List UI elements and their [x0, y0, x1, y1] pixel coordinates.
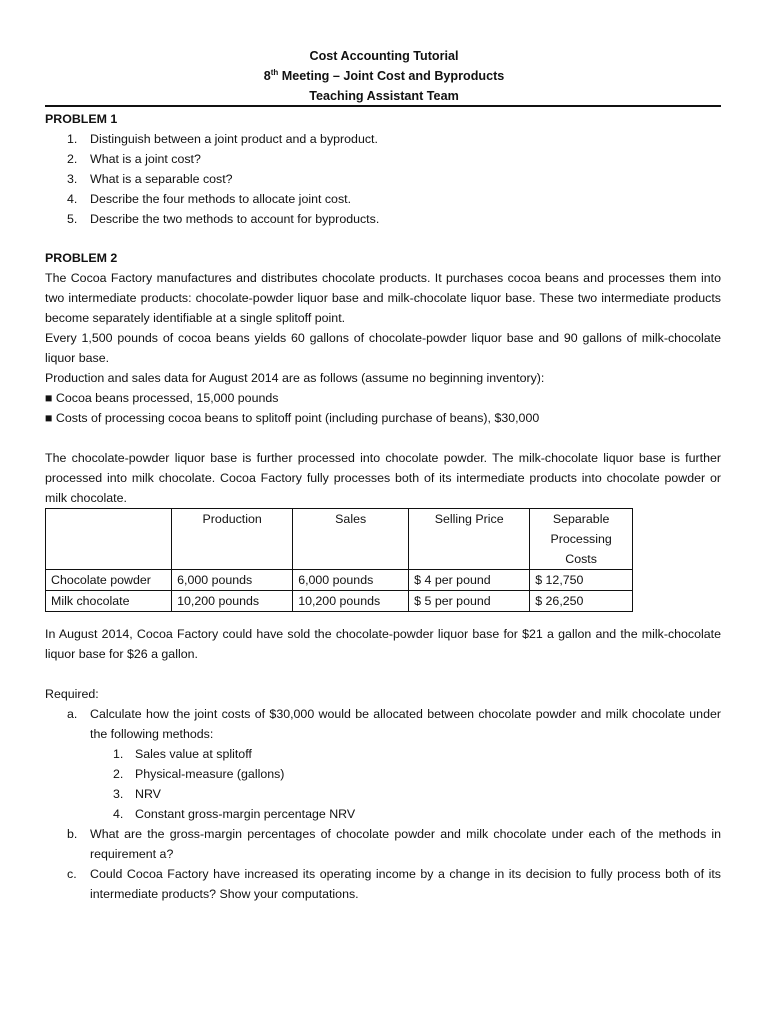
- table-header-cell: Selling Price: [409, 509, 530, 570]
- problem-1-list: [45, 129, 721, 229]
- list-item: [90, 804, 721, 824]
- table-cell: $ 12,750: [530, 570, 633, 591]
- problem-2-heading: PROBLEM 2: [45, 251, 118, 265]
- requirement-letter: a.: [67, 707, 78, 721]
- item-text: What is a separable cost?: [90, 172, 233, 186]
- meeting-ordinal-suffix: th: [270, 67, 279, 77]
- table-cell: $ 5 per pound: [409, 591, 530, 612]
- item-number: 3.: [113, 787, 124, 801]
- table-cell: $ 4 per pound: [409, 570, 530, 591]
- item-number: 5.: [67, 212, 78, 226]
- document-header: [0, 46, 768, 106]
- table-cell: 6,000 pounds: [293, 570, 409, 591]
- table-header-cell: [46, 509, 172, 570]
- header-title: Cost Accounting Tutorial: [309, 49, 459, 63]
- table-header-cell: Production: [172, 509, 293, 570]
- methods-list: [90, 744, 721, 824]
- list-item: [45, 149, 721, 169]
- item-text: What is a joint cost?: [90, 152, 201, 166]
- list-item: [45, 169, 721, 189]
- required-label: Required:: [45, 687, 99, 701]
- item-text: Physical-measure (gallons): [135, 767, 285, 781]
- item-number: 4.: [113, 807, 124, 821]
- requirement-text: Calculate how the joint costs of $30,000 would be allocated between chocolate powder and milk chocolate under the following methods:: [90, 707, 721, 741]
- table-cell: 6,000 pounds: [172, 570, 293, 591]
- requirement-text: What are the gross-margin percentages of chocolate powder and milk chocolate under each of the methods in requirement a?: [90, 827, 721, 861]
- requirements-list: [45, 704, 721, 904]
- requirement-a: [45, 704, 721, 824]
- required-section: [45, 684, 721, 904]
- table-cell: Milk chocolate: [46, 591, 172, 612]
- problem-2-intro-paragraph: The Cocoa Factory manufactures and distributes chocolate products. It purchases cocoa beans and processes them into two intermediate products: chocolate-powder liquor base and milk-chocolate liquor base. These two intermediate products become separately identifiable at a single splitoff point.: [45, 271, 721, 325]
- item-number: 3.: [67, 172, 78, 186]
- requirement-letter: c.: [67, 867, 77, 881]
- list-item: [90, 784, 721, 804]
- table-header-row: [46, 509, 633, 570]
- list-item: [45, 209, 721, 229]
- bullet-processing-cost: ■ Costs of processing cocoa beans to splitoff point (including purchase of beans), $30,000: [45, 411, 540, 425]
- item-number: 4.: [67, 192, 78, 206]
- product-data-table: [45, 508, 633, 612]
- header-team: Teaching Assistant Team: [309, 89, 459, 103]
- bullet-cocoa-processed: ■ Cocoa beans processed, 15,000 pounds: [45, 391, 279, 405]
- table-cell: Chocolate powder: [46, 570, 172, 591]
- item-text: Distinguish between a joint product and a byproduct.: [90, 132, 378, 146]
- list-item: [90, 764, 721, 784]
- list-item: [45, 189, 721, 209]
- item-number: 1.: [113, 747, 124, 761]
- meeting-title: Meeting – Joint Cost and Byproducts: [278, 69, 505, 83]
- header-meeting: [0, 66, 768, 86]
- item-text: NRV: [135, 787, 161, 801]
- item-text: Constant gross-margin percentage NRV: [135, 807, 356, 821]
- meeting-number: 8: [263, 69, 271, 83]
- requirement-letter: b.: [67, 827, 78, 841]
- table-cell: 10,200 pounds: [293, 591, 409, 612]
- header-divider: [45, 105, 721, 107]
- list-item: [45, 129, 721, 149]
- item-text: Describe the two methods to account for byproducts.: [90, 212, 380, 226]
- problem-2-production-paragraph: Production and sales data for August 2014 are as follows (assume no beginning inventory):: [45, 371, 545, 385]
- table-cell: 10,200 pounds: [172, 591, 293, 612]
- problem-2-yield-paragraph: Every 1,500 pounds of cocoa beans yields 60 gallons of chocolate-powder liquor base and 90 gallons of milk-chocolate liquor base.: [45, 331, 721, 365]
- problem-1-heading: PROBLEM 1: [45, 112, 118, 126]
- table-cell: $ 26,250: [530, 591, 633, 612]
- requirement-b: [45, 824, 721, 864]
- list-item: [90, 744, 721, 764]
- problem-2-further-processing-paragraph: The chocolate-powder liquor base is further processed into chocolate powder. The milk-chocolate liquor base is further processed into milk chocolate. Cocoa Factory fully processes both of its intermediate products into chocolate powder or milk chocolate.: [45, 451, 721, 505]
- item-number: 2.: [113, 767, 124, 781]
- requirement-text: Could Cocoa Factory have increased its operating income by a change in its decision to fully process both of its intermediate products? Show your computations.: [90, 867, 721, 901]
- item-text: Sales value at splitoff: [135, 747, 252, 761]
- problem-1-section: [45, 109, 721, 229]
- table-row: [46, 591, 633, 612]
- item-number: 1.: [67, 132, 78, 146]
- liquor-base-price-paragraph: In August 2014, Cocoa Factory could have sold the chocolate-powder liquor base for $21 a gallon and the milk-chocolate liquor base for $26 a gallon.: [45, 627, 721, 661]
- table-header-cell: Separable Processing Costs: [530, 509, 633, 570]
- requirement-c: [45, 864, 721, 904]
- item-number: 2.: [67, 152, 78, 166]
- item-text: Describe the four methods to allocate joint cost.: [90, 192, 352, 206]
- table-row: [46, 570, 633, 591]
- table-header-cell: Sales: [293, 509, 409, 570]
